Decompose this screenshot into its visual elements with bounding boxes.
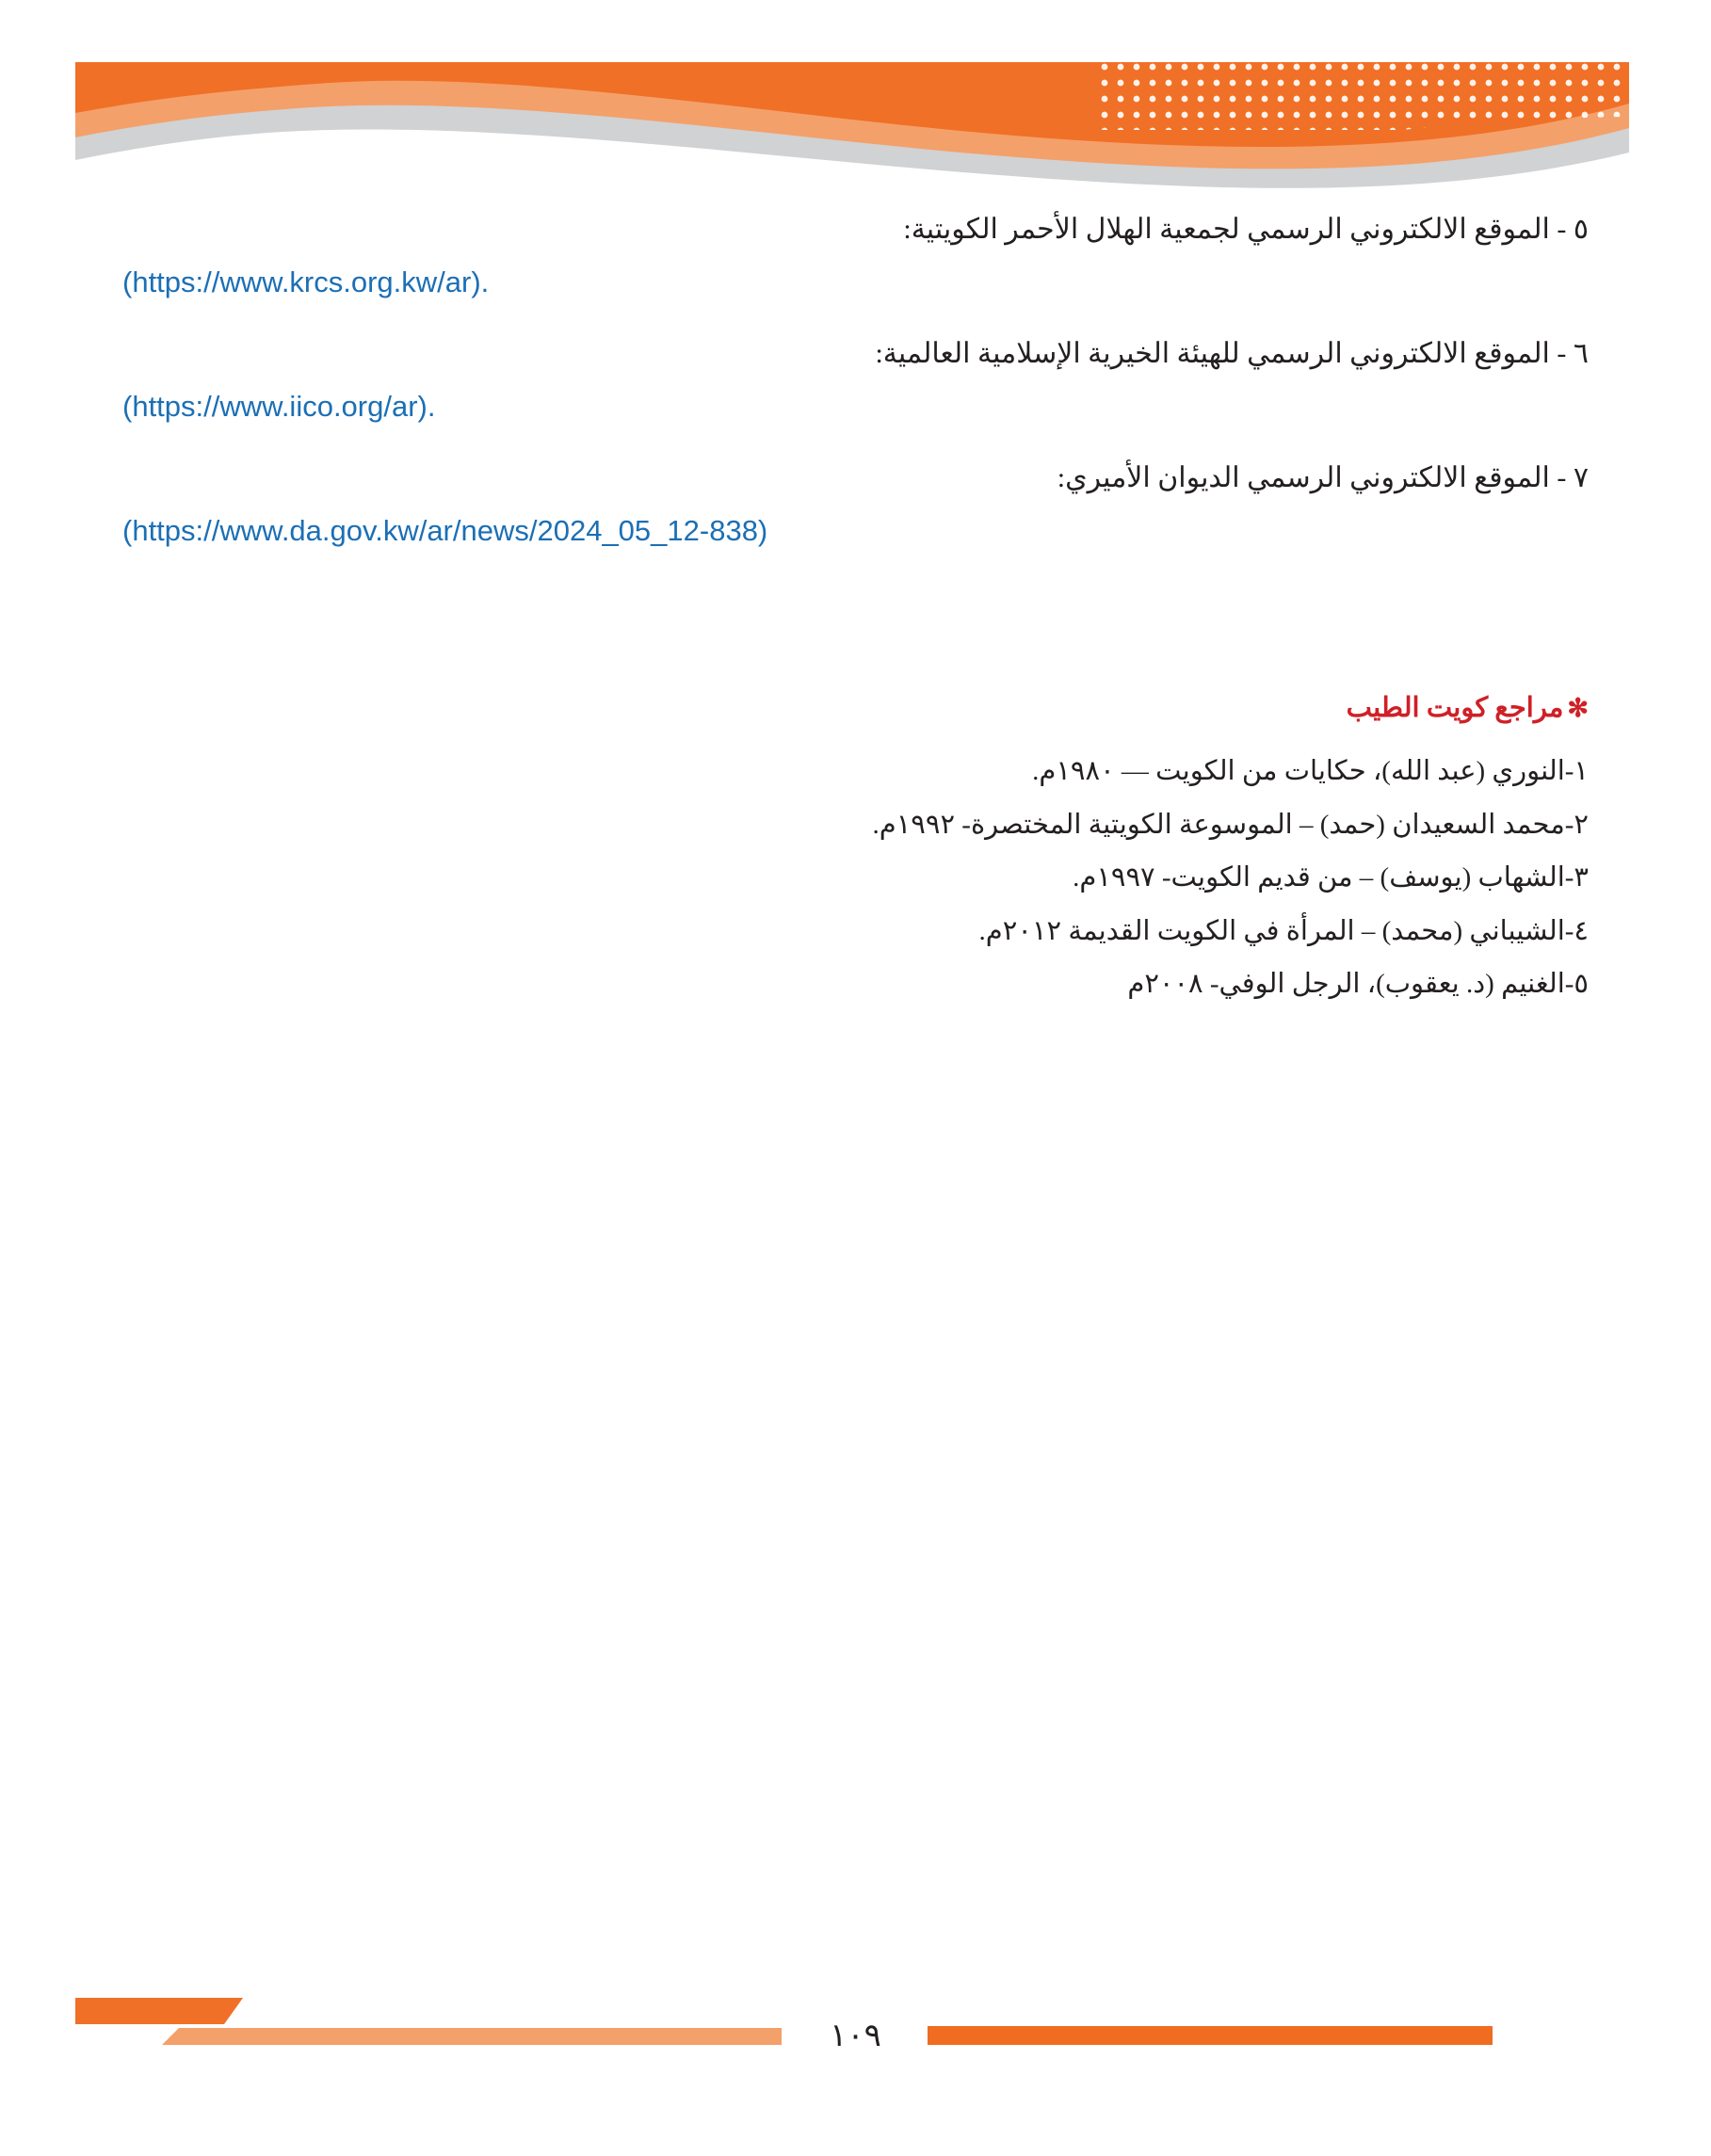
reference-entry [122,454,1589,554]
list-item: ١-النوري (عبد الله)، حكايات من الكويت — ١٩٨٠م. [1032,756,1589,787]
reference-url[interactable]: (https://www.krcs.org.kw/ar). [122,265,490,298]
reference-text: ٦ - الموقع الالكتروني الرسمي للهيئة الخيرية الإسلامية العالمية: [875,338,1589,370]
list-item: ٥-الغنيم (د. يعقوب)، الرجل الوفي- ٢٠٠٨م [1127,969,1589,1000]
section-heading-label: مراجع كويت الطيب [1346,693,1564,724]
list-item: ٢-محمد السعيدان (حمد) – الموسوعة الكويتية المختصرة- ١٩٩٢م. [872,809,1589,840]
header-decoration [75,62,1629,194]
reference-url[interactable]: (https://www.da.gov.kw/ar/news/2024_05_12-838) [122,513,768,547]
asterisk-icon: ✻ [1567,694,1589,723]
section-heading [122,691,1589,724]
reference-text: ٥ - الموقع الالكتروني الرسمي لجمعية الهلال الأحمر الكويتية: [903,214,1589,245]
section-spacer [122,578,1589,691]
list-item: ٤-الشيباني (محمد) – المرأة في الكويت القديمة ٢٠١٢م. [978,915,1589,946]
reference-url[interactable]: (https://www.iico.org/ar). [122,389,436,423]
header-wave-graphic [75,62,1629,194]
page-number: ١٠٩ [830,2019,881,2053]
reference-entry [122,205,1589,305]
reference-entry [122,330,1589,429]
page-content [0,205,1711,1011]
reference-text: ٧ - الموقع الالكتروني الرسمي الديوان الأميري: [1057,462,1589,494]
list-item: ٣-الشهاب (يوسف) – من قديم الكويت- ١٩٩٧م. [1073,862,1589,893]
